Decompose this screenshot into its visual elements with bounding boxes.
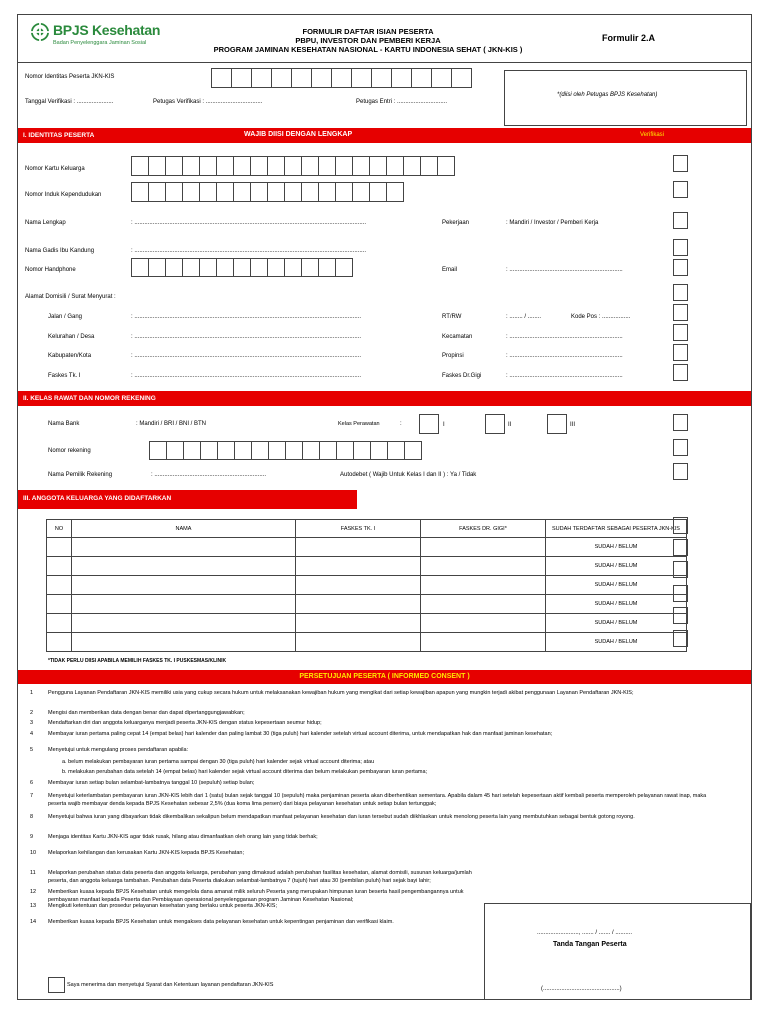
table-cell[interactable]: [296, 595, 421, 614]
rtrw-field[interactable]: : ........ / ........: [506, 314, 542, 320]
digit-box[interactable]: [284, 258, 302, 277]
jalan-label: Jalan / Gang: [48, 314, 83, 320]
pekerjaan-value[interactable]: : Mandiri / Investor / Pemberi Kerja: [506, 220, 599, 226]
consent-item-text: Melaporkan kehilangan dan kerusakan Kartu JKN-KIS kepada BPJS Kesehatan;: [48, 850, 244, 856]
table-cell[interactable]: [72, 576, 296, 595]
consent-title: PERSETUJUAN PESERTA ( INFORMED CONSENT ): [299, 673, 470, 680]
table-cell[interactable]: [47, 595, 72, 614]
digit-box[interactable]: [420, 156, 438, 176]
signature-line: (..............................................): [541, 986, 622, 992]
kelas-3-label: III: [570, 422, 576, 428]
consent-item-number: 13: [30, 903, 37, 909]
table-cell[interactable]: [72, 557, 296, 576]
consent-item-number: 14: [30, 919, 37, 925]
kelas-2-label: II: [508, 422, 512, 428]
table-cell[interactable]: [47, 633, 72, 652]
consent-item-text: Menyetujui untuk mengulang proses pendaftaran apabila:: [48, 747, 189, 753]
verif-checkbox[interactable]: [673, 463, 688, 480]
verif-checkbox[interactable]: [673, 561, 688, 578]
verif-checkbox[interactable]: [673, 212, 688, 229]
digit-box[interactable]: [369, 156, 387, 176]
table-row: [47, 614, 687, 633]
consent-item-number: 2: [30, 710, 34, 716]
status-cell[interactable]: SUDAH / BELUM: [546, 576, 687, 595]
table-cell[interactable]: [47, 614, 72, 633]
alamat-label: Alamat Domisili / Surat Menyurat :: [25, 294, 116, 300]
digit-box[interactable]: [234, 441, 252, 460]
signature-label: Tanda Tangan Peserta: [553, 941, 627, 948]
table-cell[interactable]: [47, 538, 72, 557]
digit-box[interactable]: [331, 68, 352, 88]
digit-box[interactable]: [386, 156, 404, 176]
consent-item-text: Melaporkan perubahan status data peserta dan anggota keluarga, perubahan yang dimaksud adalah perubahan fasilitas kesehatan, alamat domisili, susunan keluarga/jumlah peserta, dan anggota keluarga tambahan. Perubahan data Peserta diakukan selambat-lambatnya 7 (tujuh) hari atau 30 (pembilan puluh) hari sejak bayi lahir;: [48, 870, 472, 884]
digit-box[interactable]: [318, 258, 336, 277]
digit-box[interactable]: [431, 68, 452, 88]
col-nama: NAMA: [72, 520, 296, 538]
digit-box[interactable]: [353, 441, 371, 460]
bank-label: Nama Bank: [48, 421, 80, 427]
table-cell[interactable]: [296, 576, 421, 595]
digit-box[interactable]: [250, 156, 268, 176]
verif-checkbox[interactable]: [673, 324, 688, 341]
signature-box[interactable]: [484, 903, 751, 1000]
kodepos-field[interactable]: Kode Pos : .................: [571, 314, 631, 320]
family-footnote: *TIDAK PERLU DIISI APABILA MEMILIH FASKES TK. I PUSKESMAS/KLINIK: [48, 658, 227, 664]
section1-center: WAJIB DIISI DENGAN LENGKAP: [244, 131, 353, 138]
digit-box[interactable]: [291, 68, 312, 88]
digit-box[interactable]: [267, 156, 285, 176]
status-cell[interactable]: SUDAH / BELUM: [546, 633, 687, 652]
verif-checkbox[interactable]: [673, 539, 688, 556]
consent-item-text: a. belum melakukan pembayaran iuran pertama sampai dengan 30 (tiga puluh) hari kalender sejak virtual account diterima; atau: [62, 759, 375, 765]
status-cell[interactable]: SUDAH / BELUM: [546, 595, 687, 614]
verif-checkbox[interactable]: [673, 239, 688, 256]
digit-box[interactable]: [335, 182, 353, 202]
tanggal-verifikasi: Tanggal Verifikasi : ......................: [25, 99, 114, 105]
consent-item-number: 3: [30, 720, 34, 726]
digit-box[interactable]: [336, 441, 354, 460]
digit-box[interactable]: [391, 68, 412, 88]
table-row: [47, 538, 687, 557]
table-cell[interactable]: [421, 576, 546, 595]
digit-box[interactable]: [131, 156, 149, 176]
digit-box[interactable]: [386, 182, 404, 202]
nik-label: Nomor Induk Kependudukan: [25, 192, 102, 198]
gadis-label: Nama Gadis Ibu Kandung: [25, 248, 95, 254]
form-code: Formulir 2.A: [602, 33, 656, 43]
table-cell[interactable]: [421, 614, 546, 633]
form-page: [17, 14, 752, 1000]
kecamatan-label: Kecamatan: [442, 334, 473, 340]
nama-label: Nama Lengkap: [25, 220, 66, 226]
digit-box[interactable]: [216, 182, 234, 202]
verif-checkbox[interactable]: [673, 607, 688, 624]
table-row: [47, 633, 687, 652]
digit-box[interactable]: [148, 156, 166, 176]
rtrw-label: RT/RW: [442, 314, 462, 320]
digit-box[interactable]: [231, 68, 252, 88]
kk-label: Nomor Kartu Keluarga: [25, 166, 85, 172]
verif-checkbox[interactable]: [673, 181, 688, 198]
verif-checkbox[interactable]: [673, 517, 688, 534]
consent-item-number: 5: [30, 747, 34, 753]
verif-checkbox[interactable]: [673, 439, 688, 456]
email-label: Email: [442, 267, 458, 273]
consent-item-text: Memberikan kuasa kepada BPJS Kesehatan untuk mengelola dana amanat milik seluruh Peserta yang merupakan himpunan iuran beserta hasil pengembangannya untuk pembayaran manfaat kepada Peserta dan Pembiayaan operasional penyelenggaraan program Jaminan Kesehatan Nasional;: [48, 889, 464, 903]
section1-verifikasi: Verifikasi: [640, 132, 665, 138]
section3-header: [18, 490, 357, 509]
digit-box[interactable]: [318, 156, 336, 176]
table-cell[interactable]: [47, 576, 72, 595]
section1-header: [18, 128, 751, 143]
digit-box[interactable]: [165, 258, 183, 277]
kabupaten-field[interactable]: : ........................................................................................................................................: [131, 353, 362, 359]
digit-box[interactable]: [319, 441, 337, 460]
consent-item-number: 4: [30, 731, 34, 737]
status-cell[interactable]: SUDAH / BELUM: [546, 614, 687, 633]
digit-box[interactable]: [199, 258, 217, 277]
verif-checkbox[interactable]: [673, 344, 688, 361]
digit-box[interactable]: [284, 156, 302, 176]
digit-box[interactable]: [233, 182, 251, 202]
digit-box[interactable]: [267, 182, 285, 202]
digit-box[interactable]: [250, 182, 268, 202]
table-row: [47, 595, 687, 614]
digit-box[interactable]: [335, 156, 353, 176]
consent-item-number: 8: [30, 814, 34, 820]
digit-box[interactable]: [149, 441, 167, 460]
digit-box[interactable]: [148, 258, 166, 277]
propinsi-label: Propinsi: [442, 353, 464, 359]
autodebet-field[interactable]: Autodebet ( Wajib Untuk Kelas I dan II ) : Ya / Tidak: [340, 472, 477, 478]
table-cell[interactable]: [421, 595, 546, 614]
email-field[interactable]: : ....................................................................: [506, 267, 623, 273]
digit-box[interactable]: [251, 441, 269, 460]
consent-item-number: 7: [30, 793, 34, 799]
pemilik-label: Nama Pemilik Rekening: [48, 472, 113, 478]
kecamatan-field[interactable]: : ....................................................................: [506, 334, 623, 340]
form-header: [18, 15, 751, 63]
propinsi-field[interactable]: : ....................................................................: [506, 353, 623, 359]
col-status: SUDAH TERDAFTAR SEBAGAI PESERTA JKN-KIS: [546, 520, 687, 538]
digit-box[interactable]: [165, 156, 183, 176]
kelurahan-label: Kelurahan / Desa: [48, 334, 95, 340]
digit-box[interactable]: [216, 258, 234, 277]
digit-box[interactable]: [148, 182, 166, 202]
faskesgigi-label: Faskes Dr.Gigi: [442, 373, 482, 379]
table-cell[interactable]: [72, 633, 296, 652]
officer-note-box: [504, 70, 747, 126]
agree-checkbox[interactable]: [48, 977, 65, 993]
status-cell[interactable]: SUDAH / BELUM: [546, 538, 687, 557]
faskes-field[interactable]: : ........................................................................................................................................: [131, 373, 362, 379]
form-title-line3: PROGRAM JAMINAN KESEHATAN NASIONAL - KARTU INDONESIA SEHAT ( JKN-KIS ): [213, 45, 523, 54]
verif-checkbox[interactable]: [673, 364, 688, 381]
digit-box[interactable]: [411, 68, 432, 88]
table-row: [47, 557, 687, 576]
verif-checkbox[interactable]: [673, 414, 688, 431]
rekening-label: Nomor rekening: [48, 448, 91, 454]
digit-box[interactable]: [165, 182, 183, 202]
agree-label: Saya menerima dan menyetujui Syarat dan Ketentuan layanan pendaftaran JKN-KIS: [67, 982, 274, 988]
status-cell[interactable]: SUDAH / BELUM: [546, 557, 687, 576]
table-cell[interactable]: [296, 538, 421, 557]
digit-box[interactable]: [182, 156, 200, 176]
consent-item-text: Mengisi dan memberikan data dengan benar dan dapat dipertanggungjawabkan;: [48, 710, 245, 716]
nama-field[interactable]: : ...........................................................................................................................................: [131, 220, 367, 226]
table-cell[interactable]: [72, 614, 296, 633]
digit-box[interactable]: [301, 258, 319, 277]
consent-item-text: Mengikuti ketentuan dan prosedur pelayanan kesehatan yang berlaku untuk peserta JKN-KIS;: [48, 903, 278, 909]
kelas-2-checkbox[interactable]: [485, 414, 505, 434]
table-cell[interactable]: [421, 633, 546, 652]
table-cell[interactable]: [421, 557, 546, 576]
kelas-label: Kelas Perawatan: [338, 421, 380, 427]
consent-item-number: 1: [30, 690, 34, 696]
consent-item-text: Mendaftarkan diri dan anggota keluarganya menjadi peserta JKN-KIS dengan status kepesertaan seumur hidup;: [48, 720, 322, 726]
nomor-identitas-boxes[interactable]: [211, 68, 471, 88]
faskes-label: Faskes Tk. I: [48, 373, 81, 379]
petugas-entri: Petugas Entri : ..............................: [356, 99, 448, 105]
digit-box[interactable]: [311, 68, 332, 88]
digit-box[interactable]: [301, 156, 319, 176]
digit-box[interactable]: [199, 156, 217, 176]
table-cell[interactable]: [296, 557, 421, 576]
digit-box[interactable]: [335, 258, 353, 277]
digit-box[interactable]: [370, 441, 388, 460]
digit-box[interactable]: [301, 182, 319, 202]
digit-box[interactable]: [268, 441, 286, 460]
digit-box[interactable]: [302, 441, 320, 460]
consent-item-number: 12: [30, 889, 37, 895]
verif-checkbox[interactable]: [673, 585, 688, 602]
digit-box[interactable]: [250, 258, 268, 277]
col-faskes-gigi: FASKES DR. GIGI*: [421, 520, 546, 538]
verif-checkbox[interactable]: [673, 304, 688, 321]
consent-item-number: 11: [30, 870, 36, 876]
digit-box[interactable]: [251, 68, 272, 88]
col-faskes: FASKES TK. I: [296, 520, 421, 538]
consent-item-text: Memberikan kuasa kepada BPJS Kesehatan untuk mengakses data pelayanan kesehatan untuk kepentingan penjaminan dan verifikasi klaim.: [48, 919, 394, 925]
kelas-colon: :: [400, 421, 402, 427]
digit-box[interactable]: [404, 441, 422, 460]
hp-label: Nomor Handphone: [25, 267, 76, 273]
table-cell[interactable]: [421, 538, 546, 557]
table-cell[interactable]: [296, 633, 421, 652]
kelas-1-checkbox[interactable]: [419, 414, 439, 434]
digit-box[interactable]: [271, 68, 292, 88]
digit-box[interactable]: [233, 258, 251, 277]
digit-box[interactable]: [351, 68, 372, 88]
logo-brand: BPJS Kesehatan: [53, 22, 161, 38]
jalan-field[interactable]: : ........................................................................................................................................: [131, 314, 362, 320]
section2-title: II. KELAS RAWAT DAN NOMOR REKENING: [23, 395, 156, 402]
signature-date: ........................., ....... / ....... / ..........: [537, 930, 633, 936]
digit-box[interactable]: [403, 156, 421, 176]
verif-checkbox[interactable]: [673, 259, 688, 276]
table-cell[interactable]: [296, 614, 421, 633]
gadis-field[interactable]: : ...........................................................................................................................................: [131, 248, 367, 254]
consent-item-number: 10: [30, 850, 37, 856]
digit-box[interactable]: [369, 182, 387, 202]
officer-note: *(diisi oleh Petugas BPJS Kesehatan): [557, 92, 658, 98]
consent-header: [18, 670, 751, 684]
digit-box[interactable]: [182, 258, 200, 277]
bank-value[interactable]: : Mandiri / BRI / BNI / BTN: [136, 421, 207, 427]
consent-item-number: 6: [30, 780, 34, 786]
digit-box[interactable]: [352, 182, 370, 202]
digit-box[interactable]: [131, 258, 149, 277]
kabupaten-label: Kabupaten/Kota: [48, 353, 92, 359]
section3-title: III. ANGGOTA KELUARGA YANG DIDAFTARKAN: [23, 495, 172, 502]
form-title-line1: FORMULIR DAFTAR ISIAN PESERTA: [302, 27, 434, 36]
petugas-verifikasi: Petugas Verifikasi : ..................................: [153, 99, 263, 105]
form-title-line2: PBPU, INVESTOR DAN PEMBERI KERJA: [295, 36, 441, 45]
consent-item-text: Menyetujui bahwa iuran yang dibayarkan tidak dikembalikan sekalipun belum mendapatkan manfaat pelayanan kesehatan dan iuran tersebut sudah diikhlaskan untuk menolong peserta lain yang membutuhkan sebagai bentuk gotong royong.: [48, 814, 635, 820]
consent-item-text: Membayar iuran pertama paling cepat 14 (empat belas) hari kalender dan paling lambat 30 (tiga puluh) hari kalender setelah virtual account diterima, untuk mendapatkan hak dan manfaat jaminan kesehatan;: [48, 731, 553, 737]
table-cell[interactable]: [72, 595, 296, 614]
pekerjaan-label: Pekerjaan: [442, 220, 470, 226]
digit-box[interactable]: [200, 441, 218, 460]
verif-checkbox[interactable]: [673, 155, 688, 172]
digit-box[interactable]: [371, 68, 392, 88]
table-row: [47, 576, 687, 595]
faskesgigi-field[interactable]: : ....................................................................: [506, 373, 623, 379]
logo-subtitle: Badan Penyelenggara Jaminan Sosial: [53, 40, 147, 46]
verif-checkbox[interactable]: [673, 630, 688, 647]
consent-item-text: b. melakukan perubahan data setelah 14 (empat belas) hari kalender sejak virtual account diterima dan belum melakukan pembayaran iuran pertama;: [62, 769, 428, 775]
digit-box[interactable]: [182, 182, 200, 202]
family-table: [46, 519, 687, 652]
digit-box[interactable]: [285, 441, 303, 460]
digit-box[interactable]: [387, 441, 405, 460]
pemilik-field[interactable]: : ...................................................................: [151, 472, 267, 478]
section2-header: [18, 391, 751, 406]
consent-item-text: Pengguna Layanan Pendaftaran JKN-KIS memiliki usia yang cukup secara hukum untuk melaksanakan kewajiban hukum yang mengikat dari setiap kewajiban apapun yang mungkin terjadi akibat penggunaan Layanan Pendaftaran JKN-KIS;: [48, 690, 634, 696]
verif-checkbox[interactable]: [673, 284, 688, 301]
digit-box[interactable]: [318, 182, 336, 202]
digit-box[interactable]: [437, 156, 455, 176]
digit-box[interactable]: [131, 182, 149, 202]
kelurahan-field[interactable]: : ........................................................................................................................................: [131, 334, 362, 340]
consent-item-number: 9: [30, 834, 34, 840]
nomor-identitas-label: Nomor Identitas Peserta JKN-KIS: [25, 74, 115, 80]
consent-item-text: Menyetujui keterlambatan pembayaran iuran JKN-KIS lebih dari 1 (satu) bulan sejak tanggal 10 (sepuluh) maka penjaminan peserta akan diberhentikan sementara. Apabila dalam 45 hari setelah kepesertaan aktif kembali peserta memperoleh pelayanan rawat inap, maka peserta wajib membayar denda kepada BPJS Kesehatan sebesar 2,5% (dua koma lima persen) dari biaya pelayanan kesehatan untuk setiap bulan tertunggak;: [48, 793, 707, 807]
digit-box[interactable]: [216, 156, 234, 176]
digit-box[interactable]: [166, 441, 184, 460]
bpjs-logo-icon: [31, 23, 49, 41]
digit-box[interactable]: [211, 68, 232, 88]
digit-box[interactable]: [352, 156, 370, 176]
digit-box[interactable]: [284, 182, 302, 202]
digit-box[interactable]: [451, 68, 472, 88]
table-cell[interactable]: [47, 557, 72, 576]
table-cell[interactable]: [72, 538, 296, 557]
consent-item-text: Membayar iuran setiap bulan selambat-lambatnya tanggal 10 (sepuluh) setiap bulan;: [48, 780, 255, 786]
digit-box[interactable]: [183, 441, 201, 460]
kelas-3-checkbox[interactable]: [547, 414, 567, 434]
digit-box[interactable]: [199, 182, 217, 202]
col-no: NO: [47, 520, 72, 538]
digit-box[interactable]: [233, 156, 251, 176]
section1-title: I. IDENTITAS PESERTA: [23, 132, 95, 139]
kelas-1-label: I: [443, 422, 445, 428]
digit-box[interactable]: [217, 441, 235, 460]
consent-item-text: Menjaga identitas Kartu JKN-KIS agar tidak rusak, hilang atau dimanfaatkan oleh orang lain yang tidak berhak;: [48, 834, 318, 840]
digit-box[interactable]: [267, 258, 285, 277]
